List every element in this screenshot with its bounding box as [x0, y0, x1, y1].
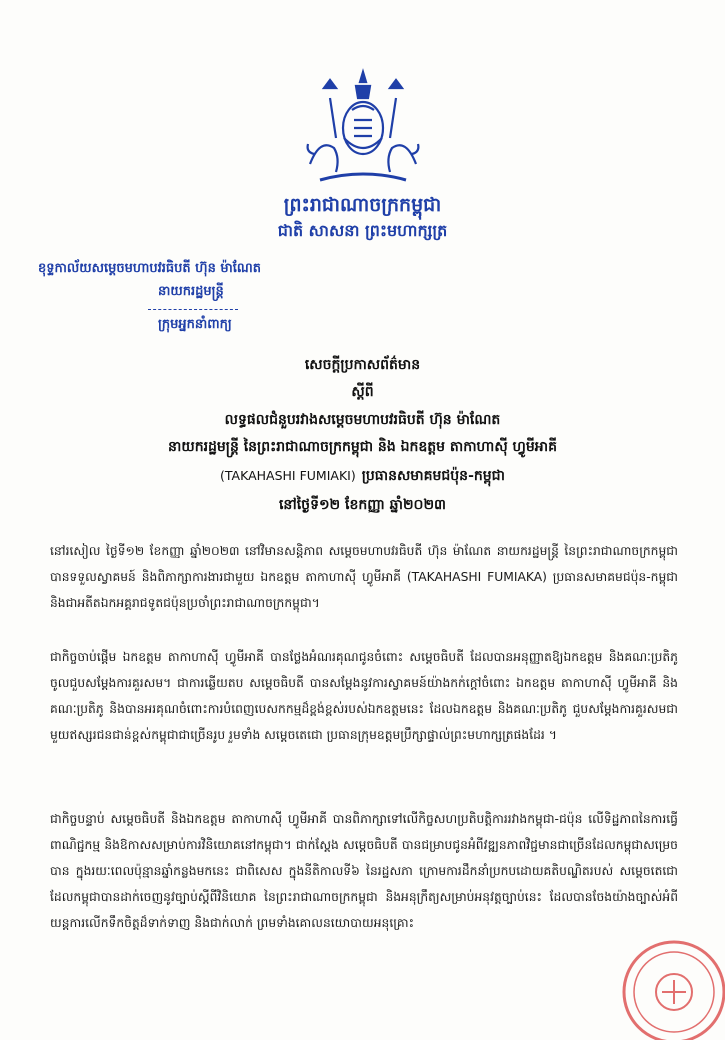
- paragraph-2: ជាកិច្ចចាប់ផ្តើម ឯកឧត្តម តាកាហាស៊ី ហ្វូមីអាគី បានថ្លែងអំណរគុណជូនចំពោះ សម្ដេចធិបតី ដែលបានអនុញ្ញាតឱ្យឯកឧត្តម និងគណៈប្រតិភូចូលជួបសម្តែងការគួរសម។ ជាការឆ្លើយតប សម្ដេចធិបតី បានសម្តែងនូវការស្វាគមន៍យ៉ាងកក់ក្តៅចំពោះ ឯកឧត្តម តាកាហាស៊ី ហ្វូមីអាគី និងគណៈប្រតិភូ និងបានអរគុណចំពោះការបំពេញបេសកកម្មដ៏ខ្ពង់ខ្ពស់របស់ឯកឧត្តមនេះ ដែលឯកឧត្តម និងគណៈប្រតិភូ ជួបសម្តែងការគួរសមជាមួយឥស្សរជនជាន់ខ្ពស់កម្ពុជាជាច្រើនរូប រួមទាំង សម្ដេចតេជោ ប្រធានក្រុមឧត្តមប្រឹក្សាផ្ទាល់ព្រះមហាក្សត្រផងដែរ ។: [50, 650, 678, 742]
- national-motto: ជាតិ សាសនា ព្រះមហាក្សត្រ: [277, 221, 448, 240]
- office-title: នាយករដ្ឋមន្ត្រី: [158, 284, 224, 299]
- release-subject-line1: លទ្ធផលជំនួបរវាងសម្ដេចមហាបវរធិបតី ហ៊ុន ម៉ាណែត: [224, 412, 501, 428]
- release-subject-line2: នាយករដ្ឋមន្ត្រី នៃព្រះរាជាណាចក្រកម្ពុជា និង ឯកឧត្តម តាកាហាស៊ី ហ្វូមីអាគី: [168, 439, 557, 455]
- paragraph-3: ជាកិច្ចបន្ទាប់ សម្ដេចធិបតី និងឯកឧត្តម តាកាហាស៊ី ហ្វូមីអាគី បានពិភាក្សាទៅលើកិច្ចសហប្រតិបត្តិការរវាងកម្ពុជា-ជប៉ុន លើទិដ្ឋភាពនៃការធ្វើពាណិជ្ជកម្ម និងឱកាសសម្រាប់ការវិនិយោគនៅកម្ពុជា។ ជាក់ស្តែង សម្ដេចធិបតី បានជម្រាបជូនអំពីវឌ្ឍនភាពវិជ្ជមានជាច្រើនដែលកម្ពុជាសម្រេចបាន ក្នុងរយៈពេលប៉ុន្មានឆ្នាំកន្លងមកនេះ ជាពិសេស ក្នុងនីតិកាលទី៦ នៃរដ្ឋសភា ក្រោមការដឹកនាំប្រកបដោយគតិបណ្ឌិតរបស់ សម្ដេចតេជោ ដែលកម្ពុជាបានដាក់ចេញនូវច្បាប់ស្តីពីវិនិយោគ នៃព្រះរាជាណាចក្រកម្ពុជា និងអនុក្រឹត្យសម្រាប់អនុវត្តច្បាប់នេះ ដែលបានចែងយ៉ាងច្បាស់អំពីយន្តការលើកទឹកចិត្តដ៏ទាក់ទាញ និងជាក់លាក់ ព្រមទាំងគោលនយោបាយអនុគ្រោះ: [50, 812, 678, 930]
- release-subject-label: ស្តីពី: [351, 384, 374, 400]
- release-subject-line3: [0, 466, 725, 487]
- release-date: នៅថ្ងៃទី១២ ខែកញ្ញា ឆ្នាំ២០២៣: [278, 497, 447, 513]
- release-title: សេចក្តីប្រកាសព័ត៌មាន: [304, 357, 421, 373]
- kingdom-name: ព្រះរាជាណាចក្រកម្ពុជា: [283, 194, 442, 216]
- office-name: ខុទ្ទកាល័យសម្ដេចមហាបវរធិបតី ហ៊ុន ម៉ាណែត: [38, 261, 261, 276]
- office-divider: [148, 309, 238, 310]
- latin-name: (TAKAHASHI FUMIAKI): [220, 468, 356, 483]
- spokesperson-unit: ក្រុមអ្នកនាំពាក្យ: [158, 317, 232, 332]
- royal-coat-of-arms-icon: [300, 68, 426, 188]
- paragraph-1: នៅរសៀល ថ្ងៃទី១២ ខែកញ្ញា ឆ្នាំ២០២៣ នៅវិមានសន្តិភាព សម្ដេចមហាបវរធិបតី ហ៊ុន ម៉ាណែត នាយករដ្ឋមន្ត្រី នៃព្រះរាជាណាចក្រកម្ពុជា បានទទួលស្វាគមន៍ និងពិភាក្សាការងារជាមួយ ឯកឧត្តម តាកាហាស៊ី ហ្វូមីអាគី (TAKAHASHI FUMIAKA) ប្រធានសមាគមជប៉ុន-កម្ពុជា និងជាអតីតឯកអគ្គរាជទូតជប៉ុនប្រចាំព្រះរាជាណាចក្រកម្ពុជា។: [50, 544, 678, 610]
- association-title: ប្រធានសមាគមជប៉ុន-កម្ពុជា: [361, 468, 505, 484]
